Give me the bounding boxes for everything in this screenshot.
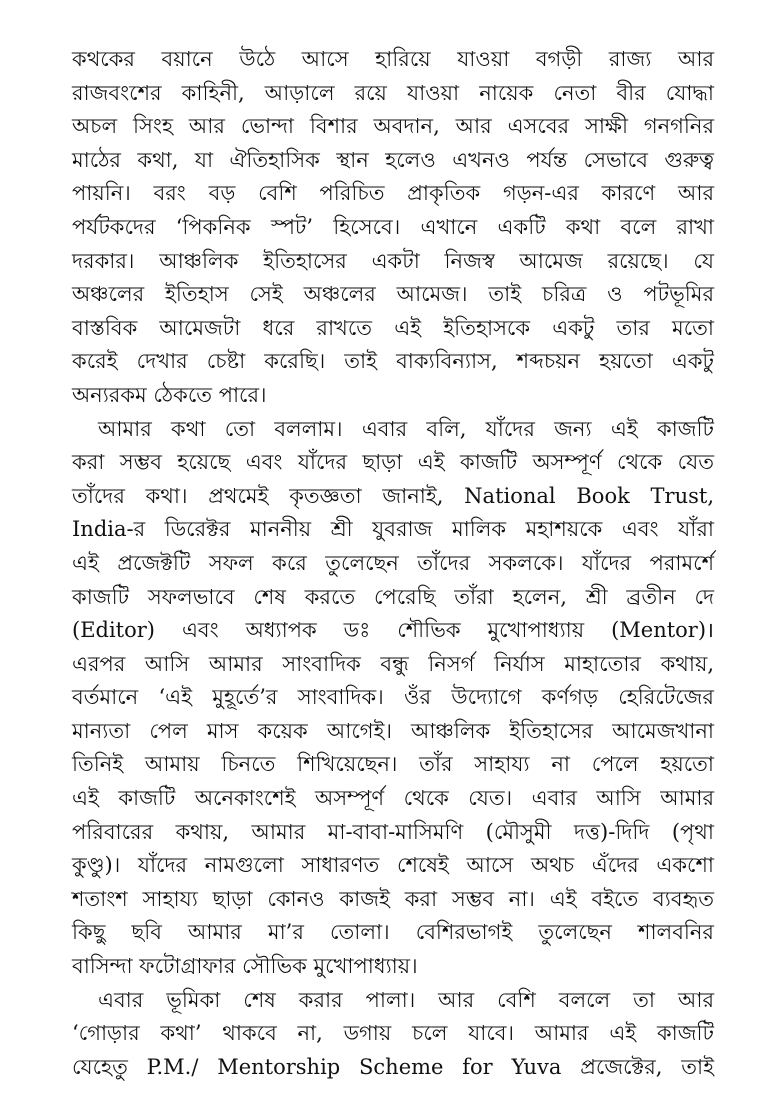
text-line: কিছু ছবি আমার মা’র তোলা। বেশিরভাগই তুলেছেন শালবনির bbox=[72, 920, 714, 945]
text-line: অন্যরকম ঠেকতে পারে। bbox=[72, 382, 267, 407]
text-line: ‘গোড়ার কথা’ থাকবে না, ডগায় চলে যাবে। আমার এই কাজটি bbox=[72, 1021, 714, 1046]
text-line: রাজবংশের কাহিনী, আড়ালে রয়ে যাওয়া নায়েক নেতা বীর যোদ্ধা bbox=[72, 80, 714, 105]
text-line: India-র ডিরেক্টর মাননীয় শ্রী যুবরাজ মালিক মহাশয়কে এবং যাঁরা bbox=[72, 517, 714, 542]
text-line: কুণ্ডু)। যাঁদের নামগুলো সাধারণত শেষেই আসে অথচ এঁদের একশো bbox=[72, 853, 714, 878]
text-line: মাঠের কথা, যা ঐতিহাসিক স্থান হলেও এখনও পর্যন্ত সেভাবে গুরুত্ব bbox=[72, 147, 714, 172]
text-line: এই প্রজেক্টটি সফল করে তুলেছেন তাঁদের সকলকে। যাঁদের পরামর্শে bbox=[72, 550, 714, 575]
text-line: পরিবারের কথায়, আমার মা-বাবা-মাসিমণি (মৌসুমী দত্ত)-দিদি (পৃথা bbox=[72, 819, 714, 844]
text-line: এবার ভূমিকা শেষ করার পালা। আর বেশি বললে তা আর bbox=[98, 987, 714, 1012]
text-line: অঞ্চলের ইতিহাস সেই অঞ্চলের আমেজ। তাই চরিত্র ও পটভূমির bbox=[72, 282, 714, 307]
text-line: কাজটি সফলভাবে শেষ করতে পেরেছি তাঁরা হলেন, শ্রী ব্রতীন দে bbox=[72, 584, 714, 609]
text-line: এই কাজটি অনেকাংশেই অসম্পূর্ণ থেকে যেত। এবার আসি আমার bbox=[72, 786, 714, 811]
text-line: আমার কথা তো বললাম। এবার বলি, যাঁদের জন্য এই কাজটি bbox=[98, 416, 714, 441]
text-line: যেহেতু P.M./ Mentorship Scheme for Yuva প্রজেক্টের, তাই bbox=[72, 1054, 714, 1079]
text-line: পর্যটকদের ‘পিকনিক স্পট’ হিসেবে। এখানে একটি কথা বলে রাখা bbox=[72, 214, 714, 239]
text-line: কথকের বয়ানে উঠে আসে হারিয়ে যাওয়া বগড়ী রাজ্য আর bbox=[72, 47, 714, 71]
text-line: দরকার। আঞ্চলিক ইতিহাসের একটা নিজস্ব আমেজ রয়েছে। যে bbox=[72, 248, 714, 273]
text-line: (Editor) এবং অধ্যাপক ডঃ শৌভিক মুখোপাধ্যায় (Mentor)। bbox=[72, 618, 714, 643]
document-page bbox=[72, 43, 714, 1084]
text-line: করেই দেখার চেষ্টা করেছি। তাই বাক্যবিন্যাস, শব্দচয়ন হয়তো একটু bbox=[72, 349, 714, 374]
text-line: পায়নি। বরং বড় বেশি পরিচিত প্রাকৃতিক গড়ন-এর কারণে আর bbox=[72, 181, 714, 206]
text-line: তিনিই আমায় চিনতে শিখিয়েছেন। তাঁর সাহায্য না পেলে হয়তো bbox=[72, 752, 714, 777]
text-line: এরপর আসি আমার সাংবাদিক বন্ধু নিসর্গ নির্যাস মাহাতোর কথায়, bbox=[72, 651, 714, 676]
text-line: অচল সিংহ আর ভোন্দা বিশার অবদান, আর এসবের সাক্ষী গনগনির bbox=[72, 114, 714, 139]
text-line: তাঁদের কথা। প্রথমেই কৃতজ্ঞতা জানাই, National Book Trust, bbox=[72, 483, 714, 508]
text-line: মান্যতা পেল মাস কয়েক আগেই। আঞ্চলিক ইতিহাসের আমেজখানা bbox=[72, 718, 714, 743]
text-line: বাসিন্দা ফটোগ্রাফার সৌভিক মুখোপাধ্যায়। bbox=[72, 954, 418, 979]
text-line: করা সম্ভব হয়েছে এবং যাঁদের ছাড়া এই কাজটি অসম্পূর্ণ থেকে যেত bbox=[72, 450, 714, 475]
text-line: বাস্তবিক আমেজটা ধরে রাখতে এই ইতিহাসকে একটু তার মতো bbox=[72, 315, 714, 340]
text-line: শতাংশ সাহায্য ছাড়া কোনও কাজই করা সম্ভব না। এই বইতে ব্যবহৃত bbox=[72, 886, 714, 911]
text-line: বর্তমানে ‘এই মুহূর্তে’র সাংবাদিক। ওঁর উদ্যোগে কর্ণগড় হেরিটেজের bbox=[72, 685, 714, 710]
